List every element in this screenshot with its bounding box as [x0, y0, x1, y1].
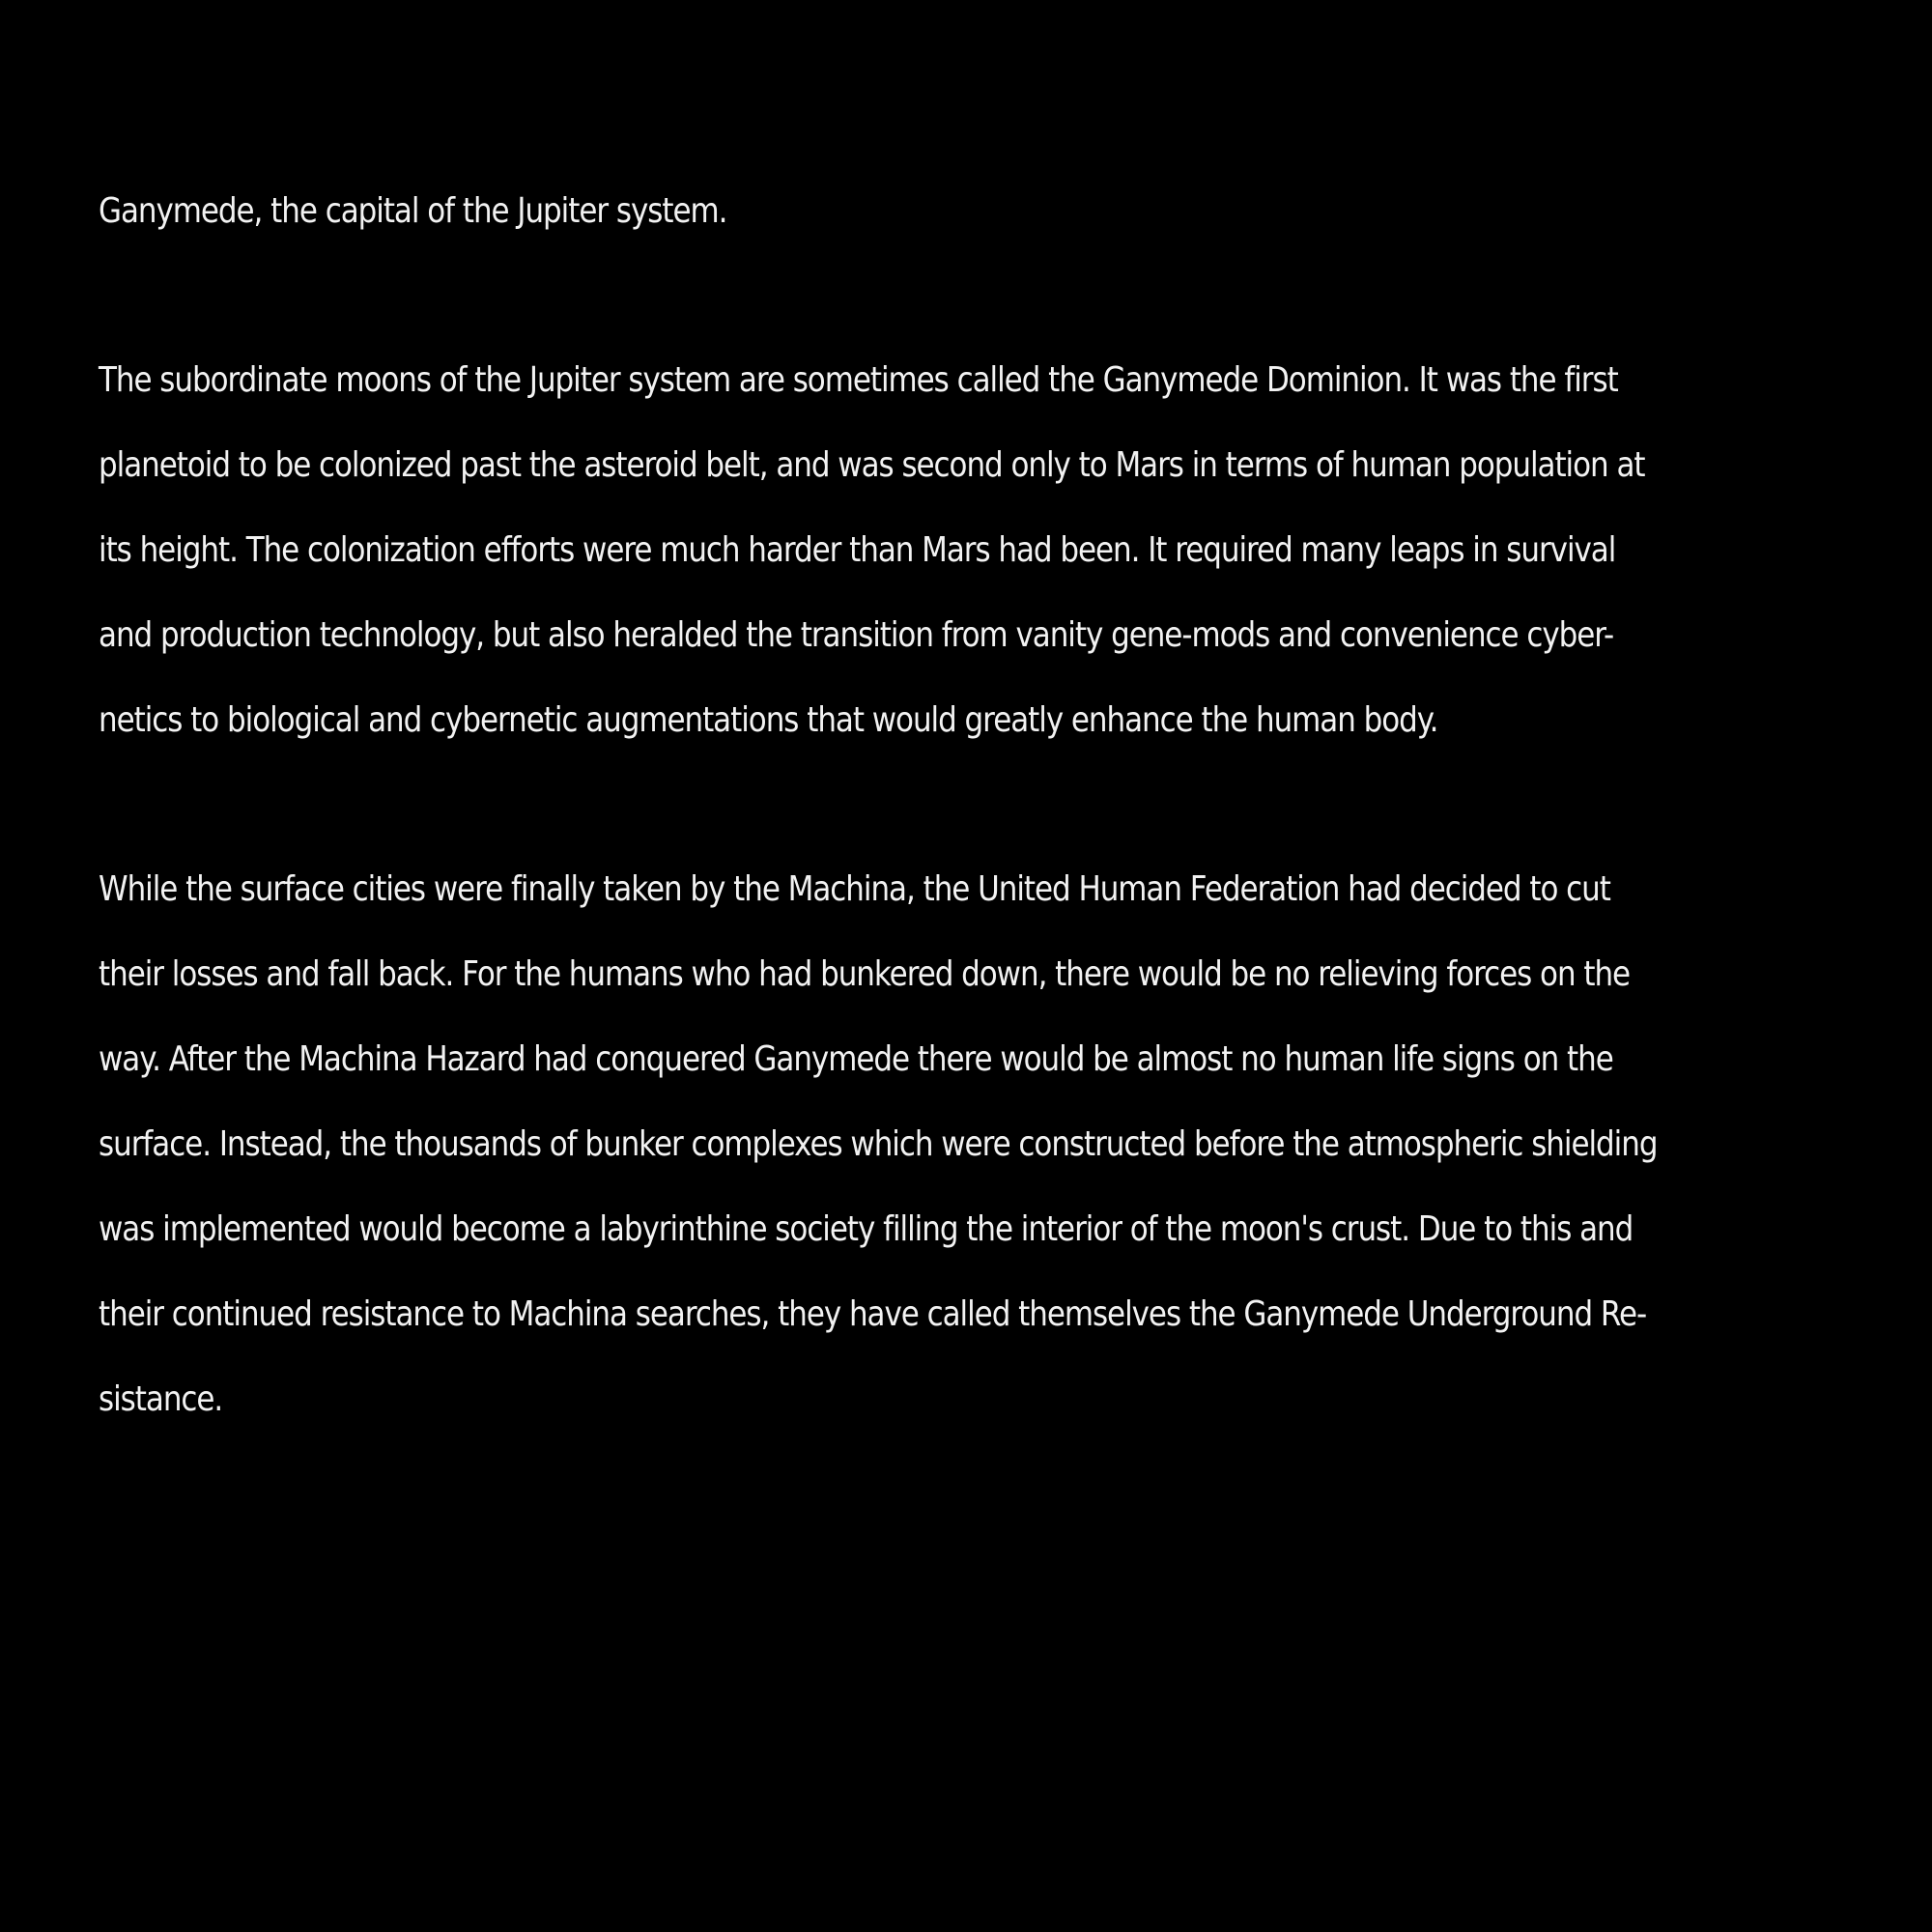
text-line: was implemented would become a labyrinthine society filling the interior of the moon's crust. Due to this and — [99, 1209, 1634, 1249]
paragraph-underground-resistance — [99, 847, 1837, 1442]
text-line: sistance. — [99, 1379, 223, 1419]
text-line: and production technology, but also heralded the transition from vanity gene-mods and convenience cyber- — [99, 615, 1614, 655]
text-line: their losses and fall back. For the humans who had bunkered down, there would be no relieving forces on the — [99, 954, 1631, 994]
text-line: Ganymede, the capital of the Jupiter system. — [99, 191, 727, 231]
text-line: netics to biological and cybernetic augmentations that would greatly enhance the human body. — [99, 700, 1438, 740]
paragraph-ganymede-dominion — [99, 338, 1837, 763]
text-line: While the surface cities were finally taken by the Machina, the United Human Federation had decided to cut — [99, 869, 1610, 909]
text-line: The subordinate moons of the Jupiter system are sometimes called the Ganymede Dominion. It was the first — [99, 360, 1618, 400]
text-line: surface. Instead, the thousands of bunker complexes which were constructed before the atmospheric shielding — [99, 1124, 1658, 1164]
text-line: their continued resistance to Machina searches, they have called themselves the Ganymede Underground Re- — [99, 1294, 1647, 1334]
text-line: its height. The colonization efforts were much harder than Mars had been. It required many leaps in survival — [99, 530, 1616, 570]
text-line: planetoid to be colonized past the asteroid belt, and was second only to Mars in terms of human population at — [99, 445, 1645, 485]
paragraph-title — [99, 169, 1837, 254]
text-line: way. After the Machina Hazard had conquered Ganymede there would be almost no human life signs on the — [99, 1039, 1613, 1079]
story-text — [99, 169, 1837, 1442]
